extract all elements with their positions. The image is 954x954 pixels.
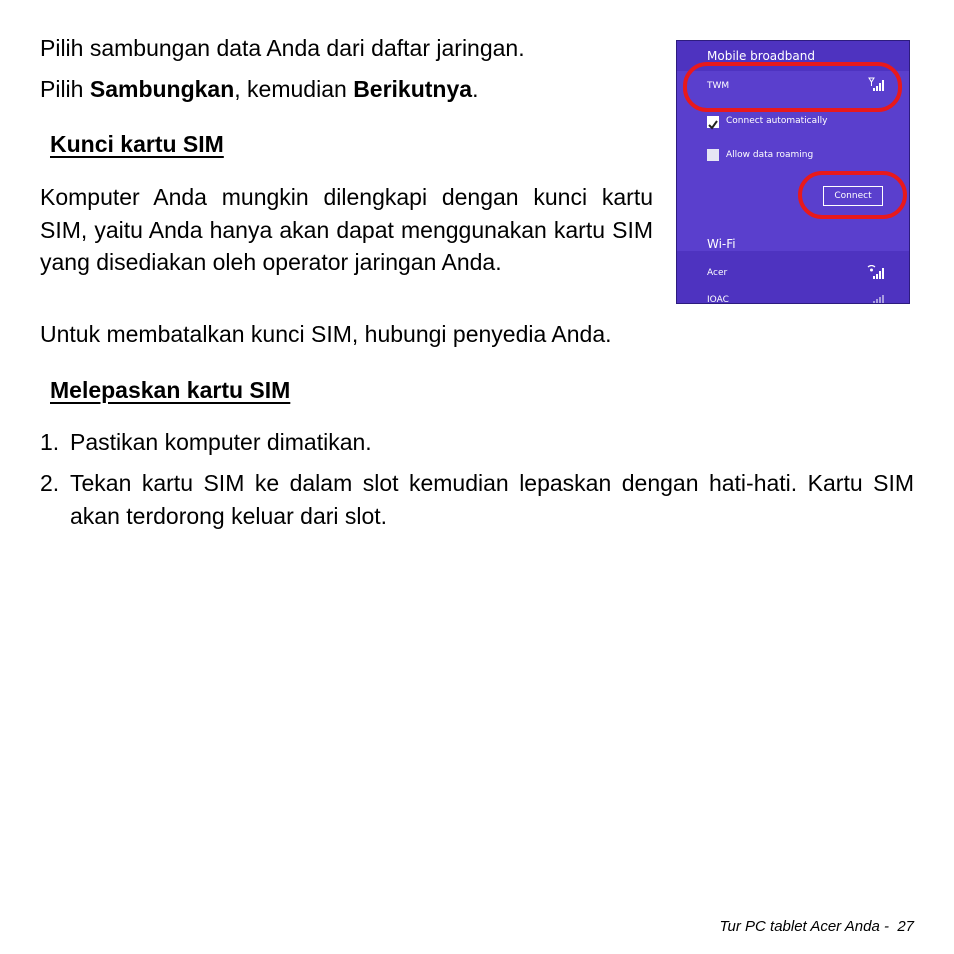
- instruction-text: Pilih: [40, 76, 90, 102]
- connect-term: Sambungkan: [89, 76, 235, 102]
- network-name-twm[interactable]: TWM: [707, 81, 730, 91]
- highlight-ring-connect: [798, 171, 907, 219]
- wifi-signal-icon: [867, 265, 885, 281]
- step-text: Tekan kartu SIM ke dalam slot kemudian lepaskan dengan hati-hati. Kartu SIM akan terdorong keluar dari slot.: [70, 470, 914, 529]
- connect-button[interactable]: Connect: [823, 186, 883, 206]
- section-heading-remove-sim: Melepaskan kartu SIM: [50, 377, 291, 403]
- step-number: 2.: [40, 470, 60, 496]
- instruction-connect-next: [40, 73, 478, 105]
- page-footer: Tur PC tablet Acer Anda - 27: [719, 918, 914, 935]
- instruction-text: .: [472, 76, 479, 102]
- allow-roaming-label: Allow data roaming: [726, 150, 814, 160]
- list-item: [40, 426, 914, 459]
- sim-lock-paragraph: Komputer Anda mungkin dilengkapi dengan kunci kartu SIM, yaitu Anda hanya akan dapat menggunakan kartu SIM yang disediakan oleh operator jaringan Anda.: [40, 184, 653, 275]
- wifi-header: Wi-Fi: [707, 237, 736, 251]
- sim-lock-cancel-note: Untuk membatalkan kunci SIM, hubungi penyedia Anda.: [40, 321, 612, 347]
- connect-automatically-label: Connect automatically: [726, 116, 828, 126]
- list-item: [40, 467, 914, 533]
- checkmark-icon: [707, 119, 719, 131]
- wifi-network-acer[interactable]: Acer: [707, 268, 728, 278]
- wifi-signal-weak-icon: [867, 293, 885, 304]
- instruction-select-connection: Pilih sambungan data Anda dari daftar jaringan.: [40, 35, 525, 61]
- section-heading-sim-lock: Kunci kartu SIM: [50, 131, 224, 157]
- connect-automatically-checkbox[interactable]: [707, 116, 719, 128]
- mobile-broadband-header: Mobile broadband: [707, 49, 815, 63]
- allow-roaming-checkbox[interactable]: [707, 149, 719, 161]
- step-number: 1.: [40, 429, 60, 455]
- instruction-text: , kemudian: [234, 76, 354, 102]
- next-term: Berikutnya: [353, 76, 473, 102]
- wifi-network-ioac[interactable]: IOAC: [707, 295, 729, 304]
- step-text: Pastikan komputer dimatikan.: [70, 429, 372, 455]
- highlight-ring-network: [683, 62, 902, 112]
